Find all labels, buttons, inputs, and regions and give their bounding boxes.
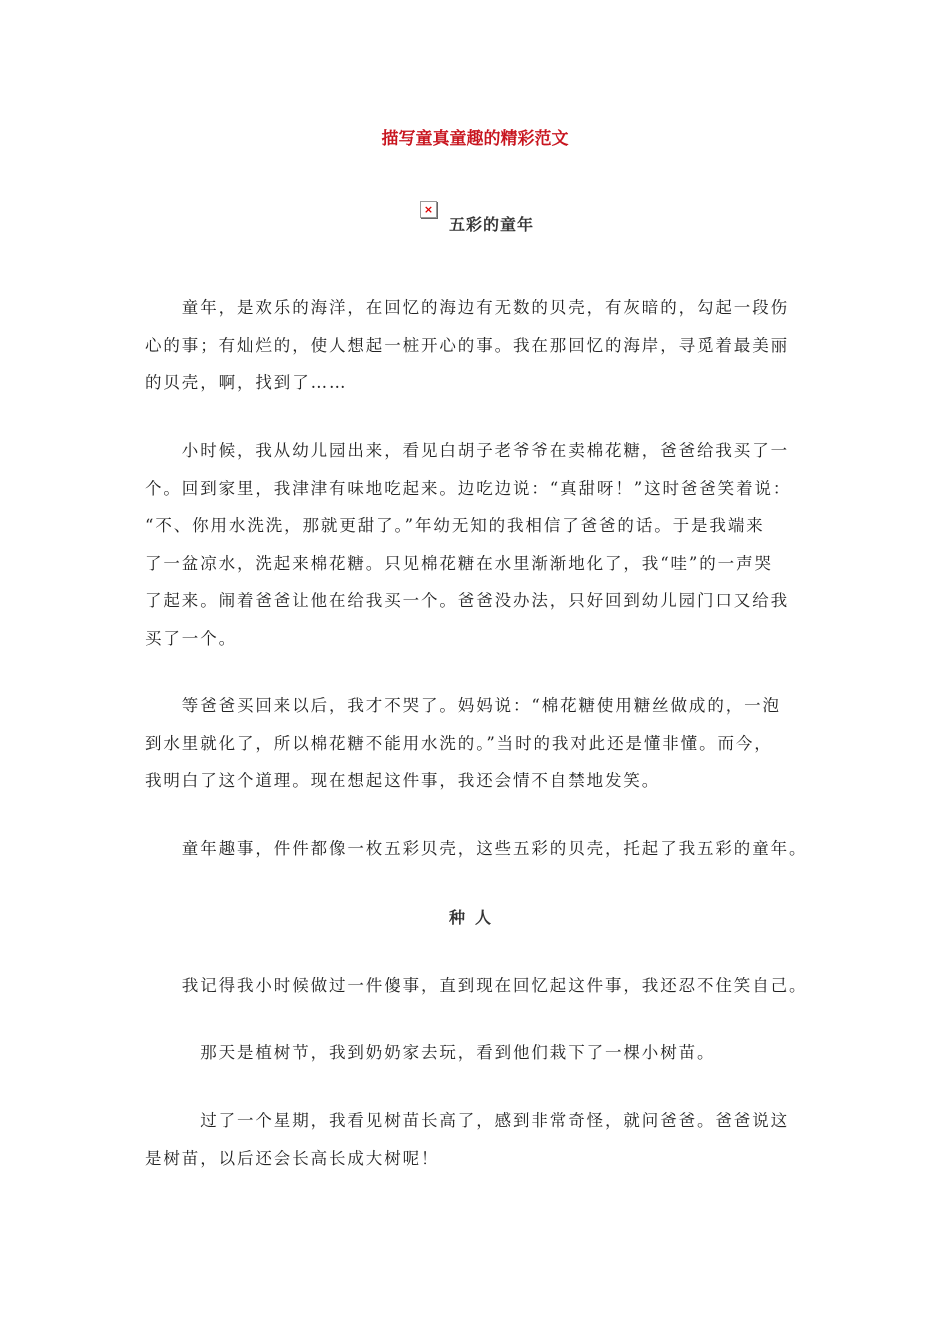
section-heading: 种人 <box>448 908 501 927</box>
text-line: 的贝壳，啊，找到了…… <box>145 373 348 392</box>
text-line: 了起来。闹着爸爸让他在给我买一个。爸爸没办法，只好回到幼儿园门口又给我 <box>145 591 789 610</box>
text-line: 那天是植树节，我到奶奶家去玩，看到他们栽下了一棵小树苗。 <box>145 1043 716 1062</box>
text-line: 到水里就化了，所以棉花糖不能用水洗的。”当时的我对此还是懂非懂。而今， <box>145 733 773 753</box>
broken-image-icon: × <box>420 201 437 218</box>
text-line: 个。回到家里，我津津有味地吃起来。边吃边说：“真甜呀！”这时爸爸笑着说： <box>145 478 792 498</box>
paragraph <box>145 289 789 402</box>
paragraph <box>145 1102 789 1177</box>
text-line: 童年，是欢乐的海洋，在回忆的海边有无数的贝壳，有灰暗的，勾起一段伤 <box>145 298 789 317</box>
text-line: 童年趣事，件件都像一枚五彩贝壳，这些五彩的贝壳，托起了我五彩的童年。 <box>145 839 808 858</box>
paragraph <box>145 687 781 800</box>
text-line: 过了一个星期，我看见树苗长高了，感到非常奇怪，就问爸爸。爸爸说这 <box>145 1111 789 1130</box>
paragraph <box>145 432 791 657</box>
text-line: 买了一个。 <box>145 628 237 648</box>
section-heading: 五彩的童年 <box>449 215 535 234</box>
text-line: “不、你用水洗洗，那就更甜了。”年幼无知的我相信了爸爸的话。于是我端来 <box>145 516 765 535</box>
text-line: 是树苗，以后还会长高长成大树呢！ <box>145 1148 440 1168</box>
text-line: 我记得我小时候做过一件傻事，直到现在回忆起这件事，我还忍不住笑自己。 <box>145 976 808 995</box>
text-line: 等爸爸买回来以后，我才不哭了。妈妈说：“棉花糖使用糖丝做成的，一泡 <box>145 696 781 715</box>
document-title: 描写童真童趣的精彩范文 <box>381 129 569 149</box>
text-line: 我明白了这个道理。现在想起这件事，我还会情不自禁地发笑。 <box>145 771 661 790</box>
paragraph <box>145 967 807 1005</box>
text-line: 了一盆凉水，洗起来棉花糖。只见棉花糖在水里渐渐地化了，我“哇”的一声哭 <box>145 553 773 573</box>
text-line: 小时候，我从幼儿园出来，看见白胡子老爷爷在卖棉花糖，爸爸给我买了一 <box>145 441 789 460</box>
paragraph <box>145 830 807 868</box>
paragraph <box>145 1034 715 1072</box>
text-line: 心的事；有灿烂的，使人想起一桩开心的事。我在那回忆的海岸，寻觅着最美丽 <box>145 335 789 355</box>
